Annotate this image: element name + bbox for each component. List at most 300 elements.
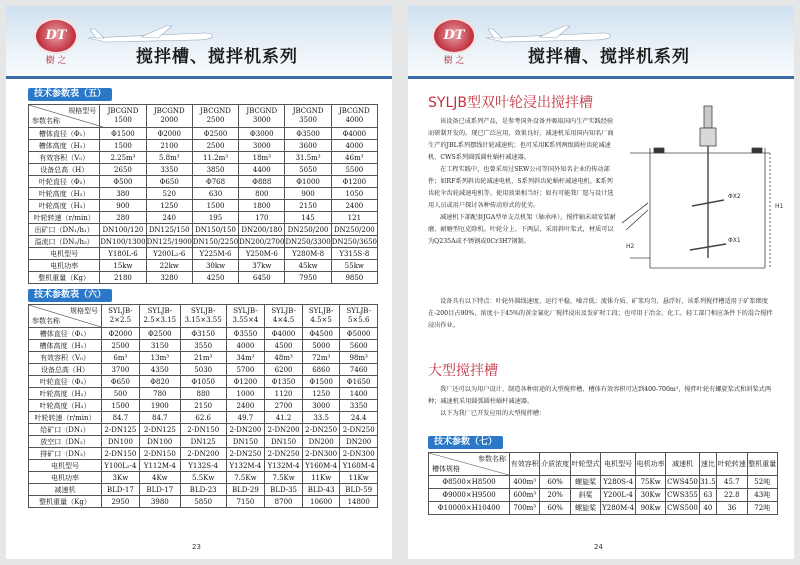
row-label: 叶轮直径（Φ₂） — [29, 376, 102, 388]
table-row — [29, 400, 378, 412]
table-row — [429, 502, 778, 515]
row-label: 给矿口（DN₁） — [29, 424, 102, 436]
table-cell: Φ650 — [146, 176, 192, 188]
table-cell: 2-DN125 — [102, 424, 140, 436]
table-cell: Y112M-4 — [139, 460, 180, 472]
table-cell: 52吨 — [747, 476, 778, 489]
table-row — [29, 236, 378, 248]
column-header: SYLJB- 2.5×3.15 — [139, 305, 180, 328]
table-cell: 14800 — [340, 496, 378, 508]
table-cell: 2500 — [192, 140, 238, 152]
table-cell: Φ1500 — [100, 128, 146, 140]
table-cell: 5700 — [226, 364, 265, 376]
column-header: JBCGND 3000 — [239, 105, 285, 128]
table-cell: Φ768 — [192, 176, 238, 188]
table-cell: Y315S-8 — [331, 248, 377, 260]
table-cell: 2.25m³ — [100, 152, 146, 164]
table-cell: 900 — [285, 188, 331, 200]
table-row — [29, 340, 378, 352]
column-header: 减速机 — [666, 453, 699, 476]
table-cell: BLD-43 — [302, 484, 340, 496]
column-header: JBCGND 4000 — [331, 105, 377, 128]
table-cell: 9850 — [331, 272, 377, 284]
table-row — [29, 188, 378, 200]
table-cell: DN100 — [139, 436, 180, 448]
table-row — [29, 328, 378, 340]
table-cell: 780 — [139, 388, 180, 400]
table-cell: DN250/200 — [285, 224, 331, 236]
table-cell: 800 — [239, 188, 285, 200]
table-cell: 60% — [540, 476, 570, 489]
company-logo: DT — [34, 18, 78, 54]
row-label: Φ9000×H9500 — [429, 489, 510, 502]
table-cell: DN125/150 — [146, 224, 192, 236]
table-cell: BLD-29 — [226, 484, 265, 496]
table-cell: 22kw — [146, 260, 192, 272]
table-cell: 49.7 — [226, 412, 265, 424]
table-cell: 37kw — [239, 260, 285, 272]
table-cell: 84.7 — [139, 412, 180, 424]
table-cell: 2-DN150 — [180, 424, 226, 436]
column-header: 叶轮转速 — [717, 453, 747, 476]
table-cell: 2150 — [180, 400, 226, 412]
table-cell: CWS355 — [666, 489, 699, 502]
page-number: 24 — [594, 543, 603, 551]
table-cell: DN250/3650 — [331, 237, 377, 246]
table-cell: 2180 — [100, 272, 146, 284]
logo-subtitle: 樹 之 — [443, 56, 465, 66]
table-row — [29, 412, 378, 424]
table-cell: 18m³ — [239, 152, 285, 164]
table-cell: 4250 — [192, 272, 238, 284]
table-cell: 2-DN250 — [226, 448, 265, 460]
row-label: Φ10000×H10400 — [429, 502, 510, 515]
table-cell: 2-DN150 — [139, 448, 180, 460]
table-cell: 3600 — [285, 140, 331, 152]
table-row — [29, 460, 378, 472]
table-cell: 螺旋桨 — [570, 502, 600, 515]
table-cell: 55kw — [331, 260, 377, 272]
table-cell: 2150 — [285, 200, 331, 212]
table-cell: Φ3150 — [180, 328, 226, 340]
table-cell: 380 — [100, 188, 146, 200]
corner-header-bottom: 参数名称 — [32, 117, 60, 125]
column-header: JBCGND 3500 — [285, 105, 331, 128]
table-cell: Y160M-4 — [302, 460, 340, 472]
row-label: 整机重量（Kg） — [29, 272, 100, 284]
table-cell: 121 — [331, 212, 377, 224]
table-cell: 2950 — [102, 496, 140, 508]
table-cell: 3700 — [102, 364, 140, 376]
table-cell: 5850 — [180, 496, 226, 508]
table-cell: DN150/2250 — [192, 237, 239, 246]
table-cell: 2-DN250 — [302, 424, 340, 436]
table-cell: Y180L-6 — [100, 248, 146, 260]
table-cell: 11.2m³ — [192, 152, 238, 164]
table-cell: BLD-23 — [180, 484, 226, 496]
table-cell: DN125 — [180, 436, 226, 448]
table-row — [29, 176, 378, 188]
table-cell: 4350 — [139, 364, 180, 376]
table-row — [29, 272, 378, 284]
table-cell: Y132S-4 — [180, 460, 226, 472]
table-cell: Y280M-4 — [601, 502, 636, 515]
table-cell: 3980 — [139, 496, 180, 508]
column-header: 电机型号 — [601, 453, 636, 476]
row-label: 槽体高度（H₁） — [29, 140, 100, 152]
row-label: 叶轮直径（Φ₂） — [29, 176, 100, 188]
agitator-tank-diagram — [620, 98, 785, 293]
description-paragraph: 减速机下部配套JGA型单支点机架（轴承座），搅拌轴末端安装耐磨、耐磨型厄克除机。叶轮分上、下两层，采用斜叶桨式，材质可以为Q235A或不锈钢或0Cr3H7钢制。 — [428, 214, 616, 245]
row-label: 电机型号 — [29, 248, 100, 260]
table-cell: 41.2 — [265, 412, 303, 424]
table-cell: DN250/200 — [331, 224, 377, 236]
table-cell: 13m³ — [139, 352, 180, 364]
table-cell: 60% — [540, 502, 570, 515]
table-cell: Φ4000 — [265, 328, 303, 340]
table-cell: 1120 — [265, 388, 303, 400]
row-label: Φ8500×H8500 — [429, 476, 510, 489]
row-label: 电机功率 — [29, 472, 102, 484]
table-cell: 75Kw — [635, 476, 665, 489]
table-cell: 6860 — [302, 364, 340, 376]
table-header-row — [29, 105, 378, 128]
table-cell: DN200 — [340, 436, 378, 448]
table-cell: 63 — [699, 489, 716, 502]
table-row — [29, 376, 378, 388]
table-cell: Y100L₂-4 — [102, 460, 140, 472]
table-cell: 6200 — [265, 364, 303, 376]
large-tank-description — [428, 384, 778, 420]
table-cell: 4000 — [226, 340, 265, 352]
table-cell: 3280 — [146, 272, 192, 284]
table-cell: 2-DN250 — [340, 424, 378, 436]
description-paragraph: 以下为我厂已开发应用的大型搅拌槽： — [440, 410, 546, 417]
table-cell: Y280M-8 — [285, 248, 331, 260]
table-row — [29, 152, 378, 164]
table-cell: DN200/180 — [239, 224, 285, 236]
table-cell: 5500 — [331, 164, 377, 176]
table-cell: 3150 — [139, 340, 180, 352]
table-cell: 3350 — [340, 400, 378, 412]
table-cell: 3850 — [192, 164, 238, 176]
table-cell: 1050 — [331, 188, 377, 200]
table-cell: Φ500 — [100, 176, 146, 188]
large-tank-title: 大型搅拌槽 — [428, 363, 498, 379]
table-cell: 4Kw — [139, 472, 180, 484]
table-cell: DN150 — [265, 436, 303, 448]
table-cell: 500 — [102, 388, 140, 400]
table-cell: 72吨 — [747, 502, 778, 515]
table-cell: 7950 — [285, 272, 331, 284]
table-cell: DN125/1900 — [146, 237, 192, 246]
table-cell: 46m³ — [331, 152, 377, 164]
table-cell: 2700 — [265, 400, 303, 412]
table-cell: BLD-17 — [102, 484, 140, 496]
table-cell: CWS500 — [666, 502, 699, 515]
table-cell: 3000 — [239, 140, 285, 152]
table-row — [29, 140, 378, 152]
table-cell: 5050 — [285, 164, 331, 176]
spec-table-6 — [28, 304, 378, 508]
row-label: 电机功率 — [29, 260, 100, 272]
table-cell: DN100/120 — [100, 224, 146, 236]
header-title: 搅拌槽、搅拌机系列 — [528, 47, 690, 67]
table-cell: Φ820 — [139, 376, 180, 388]
header-rule — [408, 76, 794, 79]
table-cell: 11Kw — [302, 472, 340, 484]
column-header: SYLJB- 5×5.6 — [340, 305, 378, 328]
table-cell: 1900 — [139, 400, 180, 412]
header-title: 搅拌槽、搅拌机系列 — [136, 47, 298, 67]
table-cell: 30Kw — [635, 489, 665, 502]
table-cell: 600m³ — [510, 489, 540, 502]
table-cell: Φ4000 — [331, 128, 377, 140]
table-cell: 72m³ — [302, 352, 340, 364]
table-cell: 62.6 — [180, 412, 226, 424]
table-cell: 2500 — [102, 340, 140, 352]
table-row — [29, 260, 378, 272]
table-cell: 10600 — [302, 496, 340, 508]
table-cell: 6450 — [239, 272, 285, 284]
section6-tag: 技术参数表（六） — [28, 289, 112, 302]
table-cell: Φ650 — [102, 376, 140, 388]
table-cell: 21m³ — [180, 352, 226, 364]
spec-table-7 — [428, 452, 778, 515]
table-cell: 880 — [180, 388, 226, 400]
table-cell: 30kw — [192, 260, 238, 272]
table-cell: 240 — [146, 212, 192, 224]
table-cell: Φ5000 — [340, 328, 378, 340]
table-row — [29, 496, 378, 508]
table-cell: Φ3550 — [226, 328, 265, 340]
column-header: 叶轮型式 — [570, 453, 600, 476]
table-cell: DN150 — [226, 436, 265, 448]
corner-header-bottom: 槽体规格 — [432, 465, 460, 473]
column-header: SYLJB- 3.15×3.55 — [180, 305, 226, 328]
diagram-label: ΦX2 — [728, 193, 741, 200]
description-paragraph: 该设备已成系列产品，是参考国外设备并吸取国内生产实践经验而研制开发的。现已广泛应用，效果良好。减速机采用国内知名厂商生产的JBL系列摆线针轮减速机；也可采用K系列两级圆柱齿轮减速机、CWS系列圆弧圆柱蜗杆减速器。 — [428, 118, 614, 161]
row-label: 溢流口（DN₂/h₂） — [29, 236, 100, 248]
table-cell: 48m³ — [265, 352, 303, 364]
table-cell: 2100 — [146, 140, 192, 152]
table-row — [29, 364, 378, 376]
table-cell: 4500 — [265, 340, 303, 352]
table-cell: 145 — [285, 212, 331, 224]
product-title: SYLJB型双叶轮浸出搅拌槽 — [428, 95, 593, 111]
table-cell: 5600 — [340, 340, 378, 352]
table-cell: 22.8 — [717, 489, 747, 502]
table-cell: 2-DN200 — [226, 424, 265, 436]
column-header: 电机功率 — [635, 453, 665, 476]
table-cell: DN250/3300 — [285, 237, 331, 246]
table-cell: 7.5Kw — [226, 472, 265, 484]
table-cell: Y200L-4 — [601, 489, 636, 502]
table-row — [29, 248, 378, 260]
page-number: 23 — [192, 543, 201, 551]
table-cell: 2400 — [226, 400, 265, 412]
column-header: SYLJB- 4.5×5 — [302, 305, 340, 328]
table-cell: Φ4500 — [302, 328, 340, 340]
header-rule — [6, 76, 392, 79]
table-cell: 3000 — [302, 400, 340, 412]
table-cell: DN100 — [102, 436, 140, 448]
table-cell: 2-DN250 — [265, 448, 303, 460]
table-row — [29, 436, 378, 448]
row-label: 叶轮高度（H₂） — [29, 188, 100, 200]
table-cell: 螺旋桨 — [570, 476, 600, 489]
spec-table-5 — [28, 104, 378, 284]
description-paragraph: 我厂还可以为用户设计、制造各种用途的大型搅拌槽，槽体有效容积可达到400-700m³，搅拌叶轮有螺旋桨式和斜桨式两种；减速机采用圆弧圆柱蜗杆减速器。 — [428, 386, 772, 405]
table-row — [29, 164, 378, 176]
table-cell: Y250M-6 — [239, 248, 285, 260]
table-cell: 700m³ — [510, 502, 540, 515]
table-cell: Φ3500 — [285, 128, 331, 140]
table-cell: 34m³ — [226, 352, 265, 364]
product-features — [428, 296, 778, 332]
table-cell: 2-DN300 — [302, 448, 340, 460]
diagram-label: H2 — [626, 243, 635, 250]
table-row — [29, 352, 378, 364]
row-label: 叶轮转速（r/min） — [29, 212, 100, 224]
table-cell: Φ1200 — [226, 376, 265, 388]
table-cell: 1250 — [302, 388, 340, 400]
table-cell: Y200L₂-6 — [146, 248, 192, 260]
table-row — [29, 472, 378, 484]
table-cell: Y132M-4 — [226, 460, 265, 472]
logo-subtitle: 樹 之 — [45, 56, 67, 66]
row-label: 叶轮转速（r/min） — [29, 412, 102, 424]
table-cell: 3550 — [180, 340, 226, 352]
column-header: 速比 — [699, 453, 716, 476]
table-row — [29, 212, 378, 224]
table-row — [29, 424, 378, 436]
table-cell: 斜桨 — [570, 489, 600, 502]
table-cell: 520 — [146, 188, 192, 200]
table-cell: 195 — [192, 212, 238, 224]
column-header: SYLJB- 4×4.5 — [265, 305, 303, 328]
table-cell: 20% — [540, 489, 570, 502]
table-cell: 45kw — [285, 260, 331, 272]
table-cell: 5.5Kw — [180, 472, 226, 484]
table-cell: 40 — [699, 502, 716, 515]
table-row — [29, 224, 378, 236]
left-page — [6, 6, 392, 559]
table-cell: Y280S-4 — [601, 476, 636, 489]
table-cell: 5000 — [302, 340, 340, 352]
table-cell: 36 — [717, 502, 747, 515]
row-label: 排矿口（DN₃） — [29, 448, 102, 460]
table-cell: Φ1350 — [265, 376, 303, 388]
row-label: 减速机 — [29, 484, 102, 496]
table-cell: 7150 — [226, 496, 265, 508]
table-cell: 6m³ — [102, 352, 140, 364]
table-cell: 280 — [100, 212, 146, 224]
table-row — [29, 200, 378, 212]
table-row — [429, 476, 778, 489]
column-header: JBCGND 2000 — [146, 105, 192, 128]
table-cell: 170 — [239, 212, 285, 224]
table-row — [29, 128, 378, 140]
table-cell: DN150/150 — [192, 224, 238, 236]
row-label: 放空口（DN₂） — [29, 436, 102, 448]
table-cell: 4400 — [239, 164, 285, 176]
row-label: 叶轮高度（H₃） — [29, 400, 102, 412]
row-label: 叶轮高度（H₃） — [29, 200, 100, 212]
product-description — [428, 116, 618, 248]
row-label: 设备总高（H） — [29, 364, 102, 376]
table-cell: 1800 — [239, 200, 285, 212]
column-header: 介质浓度 — [540, 453, 570, 476]
table-cell: 98m³ — [340, 352, 378, 364]
column-header: JBCGND 1500 — [100, 105, 146, 128]
table-cell: 3350 — [146, 164, 192, 176]
table-cell: Φ2500 — [192, 128, 238, 140]
features-paragraph: 设备具有以下特点：叶轮外圆线速度、运行平稳、噪音低；流体介质、矿浆均匀，悬浮好，该系列搅拌槽适用于矿浆细度在-200目占90%，浓度小于45%的黄金氰化厂搅拌浸出及发矿时工段；也可用于冶金、化工、轻工部门相应条件下的混合搅拌浸出作业。 — [428, 298, 773, 329]
table-cell: 3Kw — [102, 472, 140, 484]
table-cell: 1250 — [146, 200, 192, 212]
table-cell: 24.4 — [340, 412, 378, 424]
table-cell: 1400 — [340, 388, 378, 400]
row-label: 叶轮高度（H₂） — [29, 388, 102, 400]
table-cell: 630 — [192, 188, 238, 200]
diagram-label: ΦX1 — [728, 237, 741, 244]
column-header: 有效容积 — [510, 453, 540, 476]
column-header: 整机重量 — [747, 453, 778, 476]
table-cell: CWS450 — [666, 476, 699, 489]
table-cell: 2-DN300 — [340, 448, 378, 460]
description-paragraph: 在工程实践中，也曾采用过SEW公司等国外知名企业的传动部件；如RF系列斜齿轮减速电机、S系列斜齿轮蜗杆减速电机、K系列齿轮伞齿轮减速电机等。使用效果相当好；如有可能我厂愿与设计选用人员或用户探讨各种传动形式的优劣。 — [428, 166, 614, 209]
table-cell: Φ2000 — [102, 328, 140, 340]
table-cell: Φ2500 — [139, 328, 180, 340]
table-cell: 400m³ — [510, 476, 540, 489]
row-label: 设备总高（H） — [29, 164, 100, 176]
table-cell: 45.7 — [717, 476, 747, 489]
table-cell: BLD-35 — [265, 484, 303, 496]
table-cell: 15kw — [100, 260, 146, 272]
table-cell: Y132M-4 — [265, 460, 303, 472]
table-cell: 1000 — [226, 388, 265, 400]
company-logo: DT — [432, 18, 476, 54]
table-cell: 7460 — [340, 364, 378, 376]
row-label: 槽体直径（Φ₁） — [29, 328, 102, 340]
table-row — [429, 489, 778, 502]
table-cell: Φ1650 — [340, 376, 378, 388]
table-cell: 31.5m³ — [285, 152, 331, 164]
corner-header — [429, 453, 510, 476]
table-cell: BLD-17 — [139, 484, 180, 496]
table-cell: 5030 — [180, 364, 226, 376]
table-cell: 1500 — [100, 140, 146, 152]
table-cell: Φ1500 — [302, 376, 340, 388]
row-label: 出矿口（DN₁/h₁） — [29, 224, 100, 236]
table-cell: DN200/2700 — [239, 237, 285, 246]
table-cell: 2650 — [100, 164, 146, 176]
table-cell: Y160M-4 — [340, 460, 378, 472]
table-row — [29, 388, 378, 400]
table-cell: 5.8m³ — [146, 152, 192, 164]
right-page — [408, 6, 794, 559]
table-cell: 90Kw — [635, 502, 665, 515]
table-header-row — [429, 453, 778, 476]
column-header: SYLJB- 2×2.5 — [102, 305, 140, 328]
table-cell: Φ1050 — [180, 376, 226, 388]
row-label: 电机型号 — [29, 460, 102, 472]
column-header: SYLJB- 3.55×4 — [226, 305, 265, 328]
table-cell: 31.5 — [699, 476, 716, 489]
table-cell: DN100/1300 — [100, 237, 146, 246]
table-cell: 2-DN200 — [265, 424, 303, 436]
